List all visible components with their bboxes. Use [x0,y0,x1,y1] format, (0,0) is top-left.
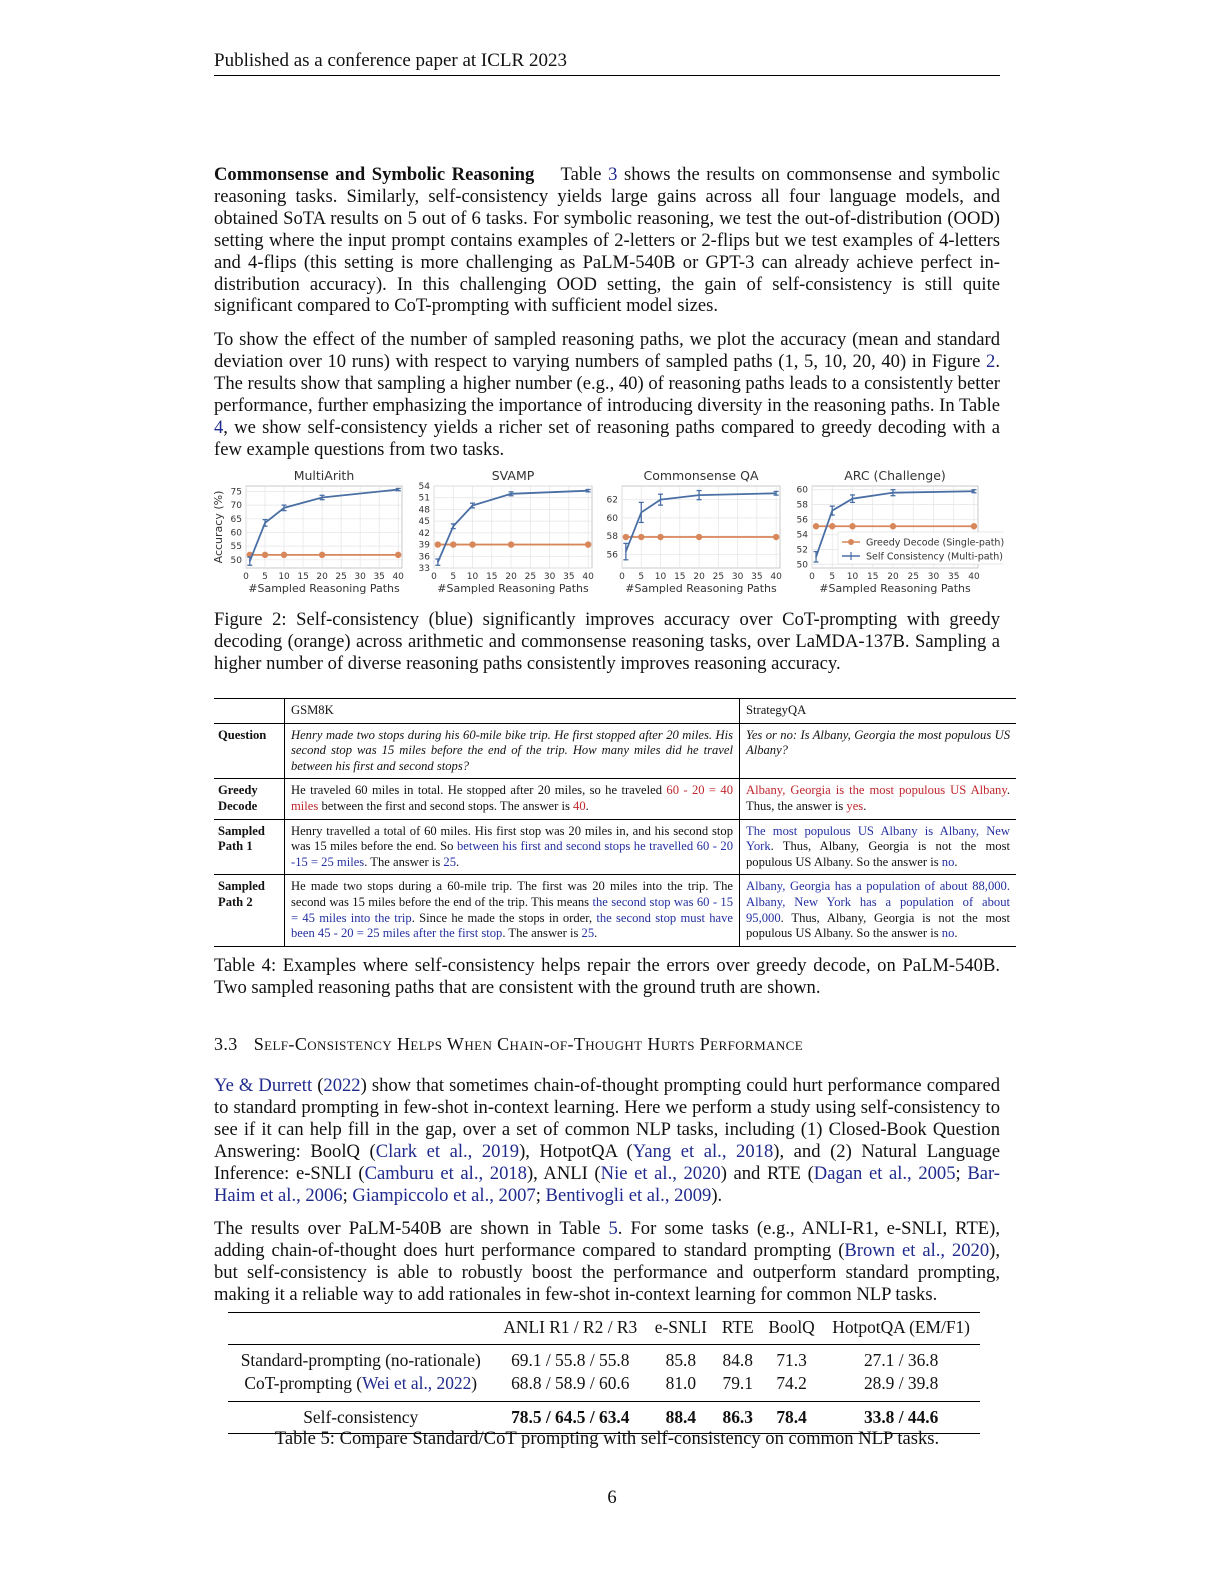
citation-link[interactable]: Bar-Haim et al., 2006 [214,1162,1000,1206]
data-point [829,523,835,529]
error-span: 60 - 20 = 40 miles [291,783,733,813]
x-tick-label: 35 [947,572,960,582]
sampled1-strategyqa [740,819,1017,875]
legend-label: Self Consistency (Multi-path) [866,551,1003,563]
greedy-gsm8k [285,779,740,819]
text: ), but self-consistency is able to robustly boost the performance and outperform standard prompting, making it a reliable way to add rationales in few-shot in-context learning for common NLP tasks. [214,1239,1000,1305]
x-tick-label: 30 [543,572,556,582]
paragraph-heading: Commonsense and Symbolic Reasoning [214,164,535,185]
y-tick-label: 56 [606,550,618,561]
citation-link[interactable]: Brown et al., 2020 [844,1239,990,1261]
question-strategyqa: Yes or no: Is Albany, Georgia the most populous US Albany? [740,723,1017,779]
text: . [954,926,958,941]
correct-span: The most populous US Albany is Albany, New York [746,823,1010,854]
figure-2-charts [212,466,1004,606]
table-cell: 27.1 / 36.8 [822,1344,980,1372]
data-point [849,523,855,529]
greedy-strategyqa [740,779,1017,819]
column-header-strategyqa: StrategyQA [740,699,1017,724]
citation-link[interactable]: Wei et al., 2022 [362,1373,472,1393]
data-point [623,534,629,540]
table-row-sampled-2 [214,875,1016,946]
x-axis-label: #Sampled Reasoning Paths [437,582,589,595]
x-tick-label: 30 [927,572,940,582]
data-point [395,552,401,558]
text: ) and RTE ( [720,1162,814,1184]
table-4-caption: Table 4: Examples where self-consistency helps repair the errors over greedy decode, on PaLM-540B. Two sampled reasoning paths that are consistent with the ground truth are shown. [214,955,1000,998]
data-point [890,523,896,529]
x-tick-label: 10 [466,572,479,582]
chart-arc-challenge [788,466,1004,606]
y-tick-label: 51 [418,493,430,504]
chart-commonsense-qa [596,466,788,606]
x-tick-label: 5 [829,572,836,582]
y-axis-label: Accuracy (%) [212,490,225,564]
row-label: Greedy Decode [214,779,285,819]
y-tick-label: 60 [230,528,242,539]
y-tick-label: 62 [606,495,618,506]
text: . [594,926,598,941]
chart-multiarith [212,466,408,606]
answer: yes [846,798,864,813]
section-number: 3.3 [214,1034,238,1054]
text: ) show that sometimes chain-of-thought prompting could hurt performance compared to standard prompting in few-shot in-context learning. Here we perform a study using self-consistency to see if it can help fill in the gap, over a set of common NLP tasks, including (1) Closed-Book Question Answering: BoolQ ( [214,1075,1000,1162]
text: ) [471,1373,478,1393]
y-tick-label: 45 [418,517,430,528]
x-tick-label: 10 [278,572,290,582]
running-header: Published as a conference paper at ICLR 2023 [214,50,1000,76]
correct-span: Albany, Georgia has a population of about 88,000. Albany, New York has a population of about 95,000 [746,879,1010,925]
data-point [696,534,702,540]
table-cell: 88.4 [647,1401,715,1434]
text: Henry travelled a total of 60 miles. His first stop was 20 miles in, and his second stop was 15 miles before the end. So [291,823,733,854]
answer: 25 [581,926,595,941]
text: . [954,854,958,869]
y-tick-label: 60 [796,485,808,496]
row-label: Sampled Path 1 [214,819,285,875]
citation-link[interactable]: Camburu et al., 2018 [364,1162,527,1184]
table-header-row [214,699,1016,724]
x-tick-label: 35 [751,572,763,582]
y-tick-label: 54 [418,482,430,492]
row-label: Self-consistency [228,1401,493,1434]
text: The results over PaLM-540B are shown in Table [214,1218,609,1239]
text: . Thus, the answer is [746,783,1010,813]
x-tick-label: 25 [907,572,919,582]
citation-link[interactable]: Nie et al., 2020 [600,1162,721,1184]
correct-span: the second stop was 60 - 15 = 45 miles into the trip [291,894,733,925]
y-tick-label: 50 [796,560,808,571]
text: . For some tasks (e.g., ANLI-R1, e-SNLI, RTE), adding chain-of-thought does hurt performance compared to standard prompting ( [214,1218,1000,1261]
x-tick-label: 40 [968,572,980,582]
section-title: Self-Consistency Helps When Chain-of-Thought Hurts Performance [253,1034,804,1054]
y-tick-label: 60 [606,513,618,524]
x-tick-label: 0 [809,572,815,582]
sampled2-strategyqa [740,875,1017,946]
corner-cell [214,699,285,724]
paragraph-sampled-paths [214,329,1000,460]
data-point [638,534,644,540]
y-tick-label: 50 [230,555,242,566]
text: . The results show that sampling a higher number (e.g., 40) of reasoning paths leads to a consistently better performance, further emphasizing the importance of introducing diversity in the reasoning paths. In Table [214,350,1000,416]
error-span: Albany, Georgia is the most populous US Albany [746,783,1007,798]
x-axis-label: #Sampled Reasoning Paths [819,582,971,595]
x-tick-label: 0 [431,572,437,582]
chart-title: ARC (Challenge) [844,468,946,483]
paragraph-cot-hurts [214,1075,1000,1206]
text: ; [955,1162,968,1184]
data-point [971,523,977,529]
table-cell: 74.2 [776,1373,807,1393]
page-number: 6 [607,1487,617,1508]
table-header-row [228,1313,980,1345]
text: . The answer is [502,926,582,941]
x-tick-label: 40 [392,572,404,582]
table-ref-link[interactable]: 3 [608,164,618,185]
plot-area [622,486,780,568]
section-heading [214,1034,803,1055]
data-point [469,541,475,547]
x-tick-label: 35 [563,572,575,582]
text: He traveled 60 miles in total. He stopped after 20 miles, so he traveled [291,783,667,798]
answer: 25 [443,854,456,869]
citation-link[interactable]: Giampiccolo et al., 2007 [352,1184,536,1206]
correct-span: the second stop must have been 45 - 20 = 25 miles after the first stop [291,910,733,941]
y-tick-label: 58 [796,500,808,511]
data-point [813,523,819,529]
x-tick-label: 10 [654,572,667,582]
data-point [773,534,779,540]
text: , we show self-consistency yields a richer set of reasoning paths compared to greedy decoding with a few example questions from two tasks. [214,416,1000,460]
x-tick-label: 10 [846,572,859,582]
chart-svamp [408,466,596,606]
data-point [585,541,591,547]
x-tick-label: 30 [354,572,366,582]
text: ( [312,1075,324,1096]
data-point [262,552,268,558]
data-point [450,541,456,547]
header-cell: BoolQ [761,1313,823,1345]
text: . The answer is [364,854,444,869]
y-tick-label: 54 [796,530,808,541]
header-cell: HotpotQA (EM/F1) [822,1313,980,1345]
x-tick-label: 20 [316,572,328,582]
text: . Thus, Albany, Georgia is not the most populous US Albany. So the answer is [746,910,1010,941]
data-point [435,541,441,547]
y-tick-label: 36 [418,552,430,563]
answer: no [941,854,955,869]
table-ref-link[interactable]: 5 [608,1218,618,1239]
header-cell: ANLI R1 / R2 / R3 [493,1313,647,1345]
citation-link[interactable]: Bentivogli et al., 2009 [545,1184,712,1206]
citation-link[interactable]: Ye & Durrett [214,1075,313,1096]
y-tick-label: 75 [230,487,242,498]
table-row-greedy [214,779,1016,819]
sampled1-gsm8k [285,819,740,875]
x-tick-label: 15 [674,572,686,582]
figure-2-caption: Figure 2: Self-consistency (blue) significantly improves accuracy over CoT-prompting with greedy decoding (orange) across arithmetic and commonsense reasoning tasks, over LaMDA-137B. Sampling a higher number of diverse reasoning paths consistently improves reasoning accuracy. [214,609,1000,674]
header-cell: RTE [715,1313,761,1345]
table-cell: 79.1 [722,1373,753,1393]
table-5 [228,1312,980,1434]
data-point [281,552,287,558]
chart-title: Commonsense QA [643,468,759,483]
row-label [228,1372,493,1401]
y-tick-label: 70 [230,501,242,512]
table-row [228,1344,980,1372]
y-tick-label: 58 [606,532,618,543]
answer: 40 [573,798,586,813]
paragraph-results [214,1218,1000,1306]
x-axis-label: #Sampled Reasoning Paths [248,582,400,595]
answer: no [941,926,955,941]
x-tick-label: 40 [770,572,782,582]
table-5-caption: Table 5: Compare Standard/CoT prompting with self-consistency on common NLP tasks. [274,1428,940,1449]
table-cell: 78.4 [761,1401,823,1434]
table-cell: 28.9 / 39.8 [863,1373,939,1393]
data-point [657,534,663,540]
table-cell: 84.8 [715,1344,761,1372]
x-tick-label: 40 [582,572,594,582]
x-tick-label: 15 [486,572,498,582]
text: . [455,854,460,869]
x-tick-label: 5 [450,572,457,582]
text: ; [342,1184,353,1206]
text: ), ANLI ( [526,1162,601,1184]
y-tick-label: 42 [418,528,430,539]
table-cell: 68.8 / 58.9 / 60.6 [511,1373,630,1393]
x-tick-label: 0 [619,572,625,582]
y-tick-label: 33 [418,564,430,574]
plot-area [434,486,592,568]
text: ; [535,1184,546,1206]
x-tick-label: 20 [887,572,899,582]
x-tick-label: 15 [867,572,879,582]
x-tick-label: 15 [297,572,309,582]
text: To show the effect of the number of sampled reasoning paths, we plot the accuracy (mean and standard deviation over 10 runs) with respect to varying numbers of sampled paths (1, 5, 10, 20, 40) in Figure [214,329,1000,372]
text: He made two stops during a 60-mile trip. The first was 20 miles into the trip. The second was 15 miles before the end of the trip. This means [291,879,733,909]
header-cell: e-SNLI [647,1313,715,1345]
row-label: Sampled Path 2 [214,875,285,946]
text: ). [711,1184,723,1206]
y-tick-label: 52 [796,545,808,556]
paragraph-commonsense [214,164,1000,317]
citation-link[interactable]: Dagan et al., 2005 [813,1162,956,1184]
citation-link[interactable]: 2022 [323,1075,361,1096]
table-row-question [214,723,1016,779]
x-tick-label: 20 [693,572,705,582]
text: Table [560,164,609,185]
legend-marker [848,539,854,545]
text: CoT-prompting ( [244,1373,363,1393]
y-tick-label: 55 [230,542,242,553]
citation-link[interactable]: Yang et al., 2018 [632,1140,774,1162]
table-cell: 69.1 / 55.8 / 55.8 [493,1344,647,1372]
data-point [508,541,514,547]
y-tick-label: 48 [418,505,430,516]
text: ), HotpotQA ( [519,1140,633,1162]
row-label: Standard-prompting (no-rationale) [228,1344,493,1372]
text: . [585,798,589,813]
table-cell: 85.8 [647,1344,715,1372]
x-tick-label: 25 [524,572,537,582]
table-cell: 78.5 / 64.5 / 63.4 [493,1401,647,1434]
table-4 [214,698,1016,947]
x-tick-label: 35 [373,572,385,582]
question-gsm8k: Henry made two stops during his 60-mile bike trip. He first stopped after 20 miles. His second stop was 15 miles before the end of the trip. How many miles did he travel between his first and second stops? [285,723,740,779]
x-tick-label: 0 [243,572,249,582]
x-tick-label: 30 [731,572,744,582]
correct-span: between his first and second stops he travelled 60 - 20 -15 = 25 miles [291,839,733,869]
x-tick-label: 20 [505,572,517,582]
table-cell: 86.3 [715,1401,761,1434]
data-point [319,552,325,558]
x-axis-label: #Sampled Reasoning Paths [625,582,777,595]
table-row-sampled-1 [214,819,1016,875]
y-tick-label: 65 [230,514,242,525]
table-row [228,1372,980,1401]
table-ref-link[interactable]: 4 [214,416,224,438]
sampled2-gsm8k [285,875,740,946]
chart-title: SVAMP [491,468,535,483]
x-tick-label: 25 [335,572,347,582]
header-cell [228,1313,493,1345]
table-cell: 33.8 / 44.6 [822,1401,980,1434]
y-tick-label: 39 [418,540,430,551]
table-cell: 81.0 [665,1373,697,1393]
legend-label: Greedy Decode (Single-path) [866,537,1004,549]
column-header-gsm8k: GSM8K [285,699,740,724]
text: . [863,798,867,813]
text: . Since he made the stops in order, [411,910,597,925]
figure-ref-link[interactable]: 2 [986,350,996,372]
row-label: Question [214,723,285,779]
citation-link[interactable]: Clark et al., 2019 [375,1140,520,1162]
x-tick-label: 5 [638,572,645,582]
chart-title: MultiArith [293,468,355,483]
x-tick-label: 25 [712,572,725,582]
table-cell: 71.3 [761,1344,823,1372]
text: shows the results on commonsense and symbolic reasoning tasks. Similarly, self-consistency yields large gains across all four language models, and obtained SoTA results on 5 out of 6 tasks. For symbolic reasoning, we test the out-of-distribution (OOD) setting where the input prompt contains examples of 2-letters or 2-flips but we test examples of 4-letters and 4-flips (this setting is more challenging as PaLM-540B or GPT-3 can already achieve perfect in-distribution accuracy). In this challenging OOD setting, the gain of self-consistency is still quite significant compared to CoT-prompting with sufficient model sizes. [214,164,1001,317]
y-tick-label: 56 [796,515,808,526]
x-tick-label: 5 [262,572,268,582]
text: between the first and second stops. The answer is [318,798,574,813]
text: . Thus, Albany, Georgia is not the most populous US Albany. So the answer is [746,839,1010,869]
text: ), and (2) Natural Language Inference: e-SNLI ( [214,1140,1000,1184]
